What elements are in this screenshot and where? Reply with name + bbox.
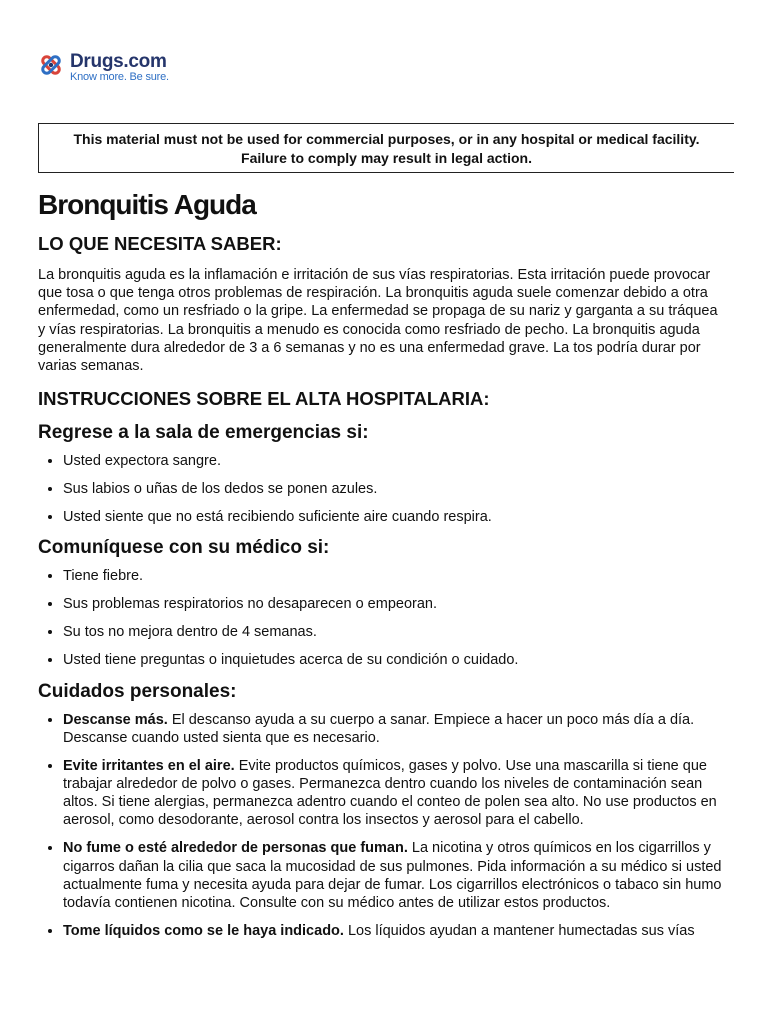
list-item	[63, 711, 728, 747]
list-item: • Usted tiene preguntas o inquietudes acerca de su condición o cuidado.	[63, 651, 728, 669]
doctor-list	[38, 567, 728, 669]
list-item: • Sus labios o uñas de los dedos se ponen azules.	[63, 480, 728, 498]
list-item-text: Los líquidos ayudan a mantener humectadas sus vías	[343, 923, 695, 940]
er-list	[38, 452, 728, 526]
selfcare-heading: Cuidados personales:	[38, 680, 237, 702]
list-item-lead: Tome líquidos como se le haya indicado.	[63, 923, 344, 940]
list-item: • Usted expectora sangre.	[63, 452, 728, 470]
logo-mark-icon	[36, 50, 66, 85]
list-item	[63, 922, 728, 940]
list-item-lead: No fume o esté alrededor de personas que fuman.	[63, 840, 408, 857]
list-item: • Usted siente que no está recibiendo suficiente aire cuando respira.	[63, 508, 728, 526]
notice-line-2: Failure to comply may result in legal action.	[241, 150, 532, 166]
page-title: Bronquitis Aguda	[38, 189, 256, 220]
list-item-text: La nicotina y otros químicos en los cigarrillos y cigarros dañan la cilia que saca la mucosidad de sus pulmones. Pida información a su médico si usted actualmente fuma y necesita ayuda para dejar de fumar. Los cigarrillos electrónicos o tabaco sin humo todavía contienen nicotina. Consulte con su médico antes de utilizar estos productos.	[63, 840, 722, 912]
drugs-com-logo[interactable]	[36, 50, 169, 85]
list-item-lead: Evite irritantes en el aire.	[63, 757, 235, 774]
list-item: • Sus problemas respiratorios no desaparecen o empeoran.	[63, 595, 728, 613]
list-item	[63, 757, 728, 830]
brand-name: Drugs.com	[70, 51, 167, 72]
list-item-text: El descanso ayuda a su cuerpo a sanar. Empiece a hacer un poco más día a día. Descanse cuando usted sienta que es necesario.	[63, 711, 695, 746]
need-to-know-text: La bronquitis aguda es la inflamación e irritación de sus vías respiratorias. Esta irritación puede provocar que tosa o que tenga otros problemas de respiración. La bronquitis aguda suele comenzar debido a otra enfermedad, como un resfriado o la gripe. La enfermedad se propaga de su nariz y garganta a su tráquea y vías respiratorias. La bronquitis a menudo es conocida como resfriado de pecho. La bronquitis aguda generalmente dura alrededor de 3 a 6 semanas y no es una enfermedad grave. La tos podría durar por varias semanas.	[38, 267, 718, 375]
discharge-heading: INSTRUCCIONES SOBRE EL ALTA HOSPITALARIA:	[38, 388, 490, 410]
list-item-text: Evite productos químicos, gases y polvo. Use una mascarilla si tiene que trabajar alrededor de polvo o gases. Permanezca dentro cuando los niveles de contaminación sean altos. Si tiene alergias, permanezca adentro cuando el conteo de polen sea alto. No use productos en aerosol, como desodorante, aerosol contra los insectos y aerosol para el cabello.	[63, 757, 717, 829]
list-item: • Su tos no mejora dentro de 4 semanas.	[63, 623, 728, 641]
list-item: • Tiene fiebre.	[63, 567, 728, 585]
list-item-lead: Descanse más.	[63, 711, 168, 728]
usage-notice	[38, 123, 734, 173]
list-item	[63, 839, 728, 912]
doctor-heading: Comuníquese con su médico si:	[38, 537, 330, 559]
notice-line-1: This material must not be used for commercial purposes, or in any hospital or medical facility.	[73, 131, 700, 147]
document-content	[38, 188, 728, 950]
need-to-know-heading: LO QUE NECESITA SABER:	[38, 233, 282, 254]
selfcare-list	[38, 711, 728, 941]
er-heading: Regrese a la sala de emergencias si:	[38, 422, 369, 444]
brand-tagline: Know more. Be sure.	[70, 71, 169, 83]
